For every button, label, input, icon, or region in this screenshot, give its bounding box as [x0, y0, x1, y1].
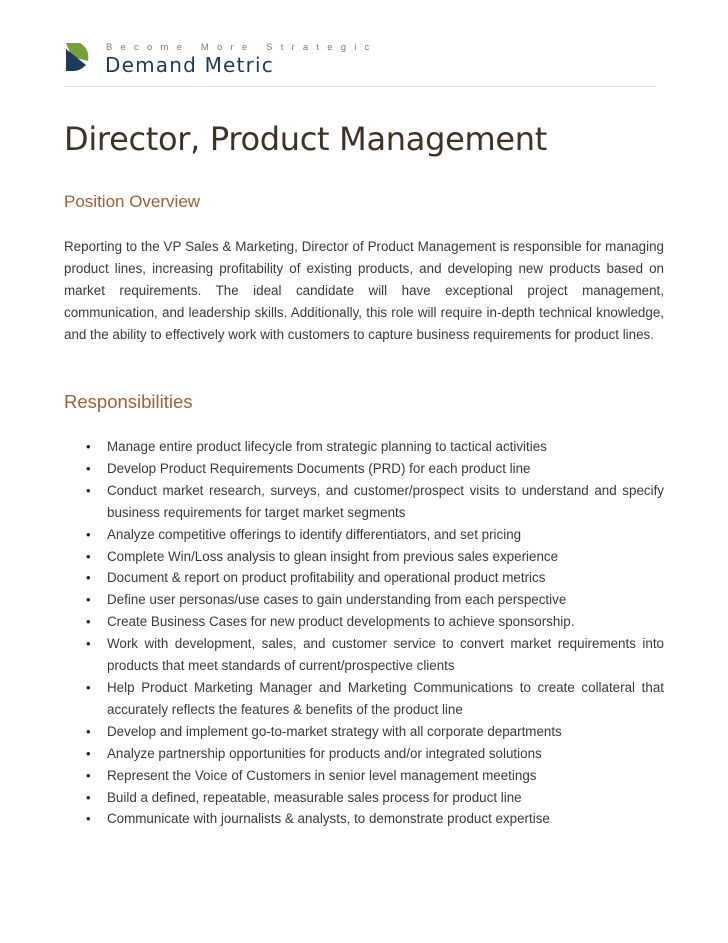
list-item: [64, 808, 664, 830]
bullet-icon: •: [86, 592, 91, 608]
position-overview-heading: Position Overview: [64, 192, 201, 211]
list-item-text: Develop Product Requirements Documents (PRD) for each product line: [107, 460, 531, 476]
list-item-text: Analyze competitive offerings to identify differentiators, and set pricing: [107, 526, 522, 542]
list-item-text: Define user personas/use cases to gain understanding from each perspective: [107, 592, 567, 608]
list-item: [64, 458, 664, 480]
list-item: [64, 721, 664, 743]
list-item-text: Complete Win/Loss analysis to glean insight from previous sales experience: [107, 548, 559, 564]
list-item-text: Manage entire product lifecycle from strategic planning to tactical activities: [107, 439, 547, 454]
responsibilities-list: [64, 436, 664, 830]
bullet-icon: •: [86, 460, 91, 476]
list-item-text: Develop and implement go-to-market strategy with all corporate departments: [107, 723, 562, 739]
bullet-icon: •: [86, 745, 91, 761]
list-item: [64, 787, 664, 809]
page-title: Director, Product Management: [64, 120, 547, 158]
bullet-icon: •: [86, 614, 91, 630]
bullet-icon: •: [86, 723, 91, 739]
demand-metric-logo-icon: [64, 41, 92, 73]
bullet-icon: •: [86, 679, 91, 695]
list-item-text: Represent the Voice of Customers in senior level management meetings: [107, 767, 537, 783]
list-item-text: Communicate with journalists & analysts, to demonstrate product expertise: [107, 811, 550, 827]
bullet-icon: •: [86, 570, 91, 586]
list-item: [64, 436, 664, 458]
list-item-text: Help Product Marketing Manager and Marketing Communications to create collateral that accurately reflects the features & benefits of the product line: [107, 679, 664, 717]
list-item: [64, 589, 664, 611]
list-item: [64, 743, 664, 765]
bullet-icon: •: [86, 767, 91, 783]
bullet-icon: •: [86, 789, 91, 805]
bullet-icon: •: [86, 811, 91, 827]
tagline: Become More Strategic: [106, 42, 378, 53]
list-item-text: Build a defined, repeatable, measurable sales process for product line: [107, 789, 522, 805]
list-item: [64, 480, 664, 524]
brand-name: Demand Metric: [105, 53, 274, 77]
bullet-icon: •: [86, 439, 91, 454]
document-header: [64, 36, 664, 86]
bullet-icon: •: [86, 548, 91, 564]
list-item-text: Work with development, sales, and customer service to convert market requirements into products that meet standards of current/prospective clients: [107, 636, 664, 674]
list-item: [64, 567, 664, 589]
bullet-icon: •: [86, 482, 91, 498]
list-item: [64, 765, 664, 787]
position-overview-text: Reporting to the VP Sales & Marketing, Director of Product Management is responsible for managing product lines, increasing profitability of existing products, and developing new products based on market requirements. The ideal candidate will have exceptional project management, communication, and leadership skills. Additionally, this role will require in-depth technical knowledge, and the ability to effectively work with customers to capture business requirements for product lines.: [64, 239, 664, 342]
list-item-text: Conduct market research, surveys, and customer/prospect visits to understand and specify business requirements for target market segments: [107, 482, 664, 520]
list-item: [64, 546, 664, 568]
list-item: [64, 677, 664, 721]
responsibilities-heading: Responsibilities: [64, 391, 193, 412]
list-item-text: Analyze partnership opportunities for products and/or integrated solutions: [107, 745, 542, 761]
list-item: [64, 611, 664, 633]
header-divider: [64, 86, 656, 87]
bullet-icon: •: [86, 636, 91, 652]
list-item-text: Document & report on product profitability and operational product metrics: [107, 570, 546, 586]
bullet-icon: •: [86, 526, 91, 542]
list-item: [64, 524, 664, 546]
list-item-text: Create Business Cases for new product developments to achieve sponsorship.: [107, 614, 575, 630]
list-item: [64, 633, 664, 677]
